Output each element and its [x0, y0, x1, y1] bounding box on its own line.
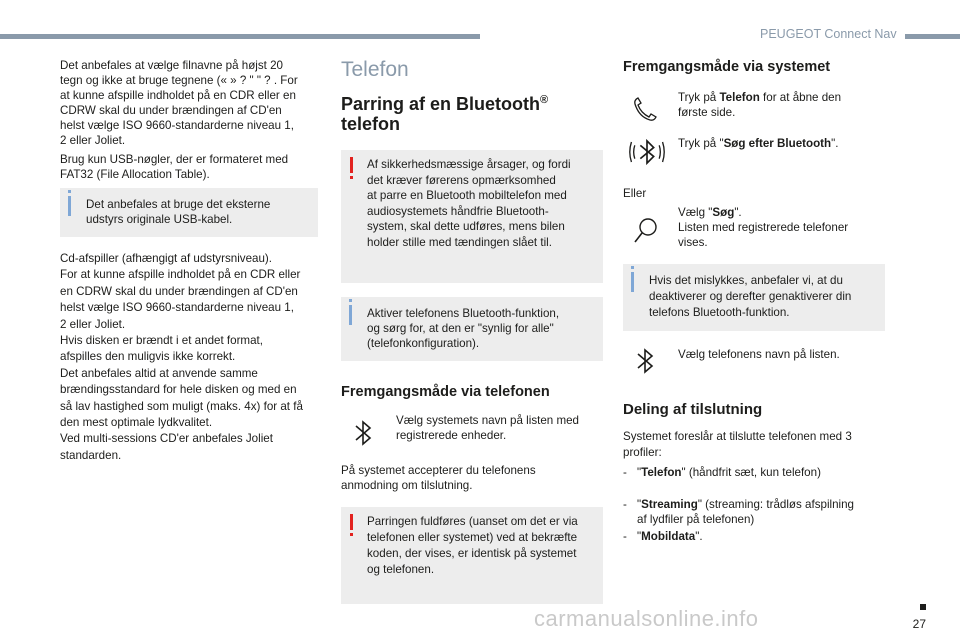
safety-warning-text: Af sikkerhedsmæssige årsager, og fordi det kræver førerens opmærksomhed at parre en Bluetooth mobiltelefon med audiosystemets håndfrie Bluetooth- system, skal dette udføres, mens bilen holder stille med tændingen slået til. — [367, 158, 571, 249]
section-title: Telefon — [341, 58, 409, 81]
step-text-pre: Tryk på " — [678, 137, 724, 150]
quote: " — [637, 530, 642, 543]
usb-cable-info-text: Det anbefales at bruge det eksterne udstyrs originale USB-kabel. — [86, 198, 271, 226]
profile-desc: ". — [695, 530, 703, 543]
system-step-bt-search-text — [678, 136, 885, 151]
info-icon — [349, 305, 352, 325]
info-icon — [631, 272, 634, 292]
profile-desc: " (streaming: trådløs afspilning af lydfiler på telefonen) — [637, 498, 855, 526]
sog-label: Søg — [712, 206, 735, 219]
dash: - — [623, 466, 627, 479]
column-3 — [623, 58, 885, 546]
pairing-code-warning-text: Parringen fuldføres (uanset om det er via telefonen eller systemet) ved at bekræfte koden, der vises, er identisk på systemet og telefonen. — [367, 515, 578, 576]
cd-player-paragraph: Cd-afspiller (afhængigt af udstyrsniveau). For at kunne afspille indholdet på en CDR eller en CDRW skal du under brændingen af CD'en helst vælge ISO 9660-standarderne niveau 1, 2 eller Joliet. Hvis disken er brændt i et andet format, afspilles den muligvis ikke korrekt. Det anbefales altid at anvende samme brændingsstandard for hele disken og med en så lav hastighed som muligt (maks. 4x) for at få den mest optimale lydkvalitet. Ved multi-sessions CD'er anbefales Joliet standarden. — [60, 252, 303, 462]
profile-list — [623, 465, 885, 544]
header-rule-right — [905, 34, 960, 39]
profile-item-streaming — [623, 482, 885, 527]
header-title: PEUGEOT Connect Nav — [760, 27, 897, 41]
bluetooth-pairing-heading — [341, 90, 603, 134]
via-phone-step — [341, 413, 603, 449]
warning-icon — [350, 514, 353, 530]
connection-sharing-heading: Deling af tilslutning — [623, 401, 763, 418]
profile-desc: " (håndfrit sæt, kun telefon) — [681, 466, 821, 479]
profile-name: Streaming — [641, 498, 698, 511]
accept-request-paragraph: På systemet accepterer du telefonens anmodning om tilslutning. — [341, 464, 536, 492]
system-step-phone-text — [678, 90, 885, 120]
dash: - — [623, 498, 627, 511]
bluetooth-retry-info-box — [623, 264, 885, 331]
via-phone-heading: Fremgangsmåde via telefonen — [341, 384, 550, 400]
step-text-post: for at åbne den første side. — [678, 91, 842, 119]
system-step-bt-search — [623, 136, 885, 172]
heading-line-2: telefon — [341, 114, 401, 134]
step-text-pre: Vælg " — [678, 206, 713, 219]
column-1 — [60, 58, 318, 468]
system-step-select-phone-text: Vælg telefonens navn på listen. — [678, 348, 840, 361]
step-text-post: ". Listen med registrerede telefoner vises. — [678, 206, 849, 249]
profile-item-mobildata — [623, 529, 885, 544]
system-step-search — [623, 205, 885, 250]
profile-item-telefon — [623, 465, 885, 480]
bluetooth-retry-info-text: Hvis det mislykkes, anbefaler vi, at du deaktiverer og derefter genaktiverer din telefons Bluetooth-funktion. — [649, 274, 852, 319]
usb-cable-info-box — [60, 188, 318, 237]
filename-paragraph: Det anbefales at vælge filnavne på højst 20 tegn og ikke at bruge tegnene (« » ? " " ? . For at kunne afspille indholdet på en CDR eller en CDRW skal du under brændingen af CD'en helst vælge ISO 9660-standarderne niveau 1, 2 eller Joliet. — [60, 59, 298, 147]
step-text-post: ". — [831, 137, 839, 150]
continuation-marker — [920, 604, 926, 610]
quote: " — [637, 466, 642, 479]
warning-icon — [350, 157, 353, 173]
system-step-phone — [623, 90, 885, 126]
profiles-paragraph: Systemet foreslår at tilslutte telefonen med 3 profiler: — [623, 430, 852, 459]
dash: - — [623, 530, 627, 543]
search-icon — [627, 213, 663, 249]
via-phone-step-text: Vælg systemets navn på listen med registrerede enheder. — [396, 414, 580, 442]
search-bluetooth-label: Søg efter Bluetooth — [723, 137, 832, 150]
pairing-code-warning-box — [341, 507, 603, 604]
heading-line-1: Parring af en Bluetooth — [341, 94, 541, 114]
bluetooth-icon — [627, 343, 663, 379]
info-icon — [68, 196, 71, 216]
bluetooth-activate-info-text: Aktiver telefonens Bluetooth-funktion, og sørg for, at den er "synlig for alle" (telefonkonfiguration). — [367, 307, 560, 350]
quote: " — [637, 498, 642, 511]
profile-name: Telefon — [641, 466, 682, 479]
usb-format-paragraph: Brug kun USB-nøgler, der er formateret med FAT32 (File Allocation Table). — [60, 153, 289, 181]
system-step-search-text — [678, 205, 885, 250]
or-label: Eller — [623, 187, 647, 200]
page-number: 27 — [912, 617, 926, 631]
safety-warning-box — [341, 150, 603, 283]
header-rule-left — [0, 34, 480, 39]
bluetooth-icon — [345, 415, 381, 451]
watermark: carmanualsonline.info — [534, 606, 759, 631]
step-text-pre: Tryk på — [678, 91, 720, 104]
profile-name: Mobildata — [641, 530, 696, 543]
via-system-heading: Fremgangsmåde via systemet — [623, 59, 831, 75]
telefon-label: Telefon — [719, 91, 760, 104]
bluetooth-activate-info-box — [341, 297, 603, 361]
system-step-select-phone — [623, 347, 885, 383]
phone-icon — [627, 92, 663, 128]
registered-mark: ® — [540, 94, 549, 106]
bluetooth-search-icon — [627, 132, 667, 172]
column-2 — [341, 58, 603, 618]
